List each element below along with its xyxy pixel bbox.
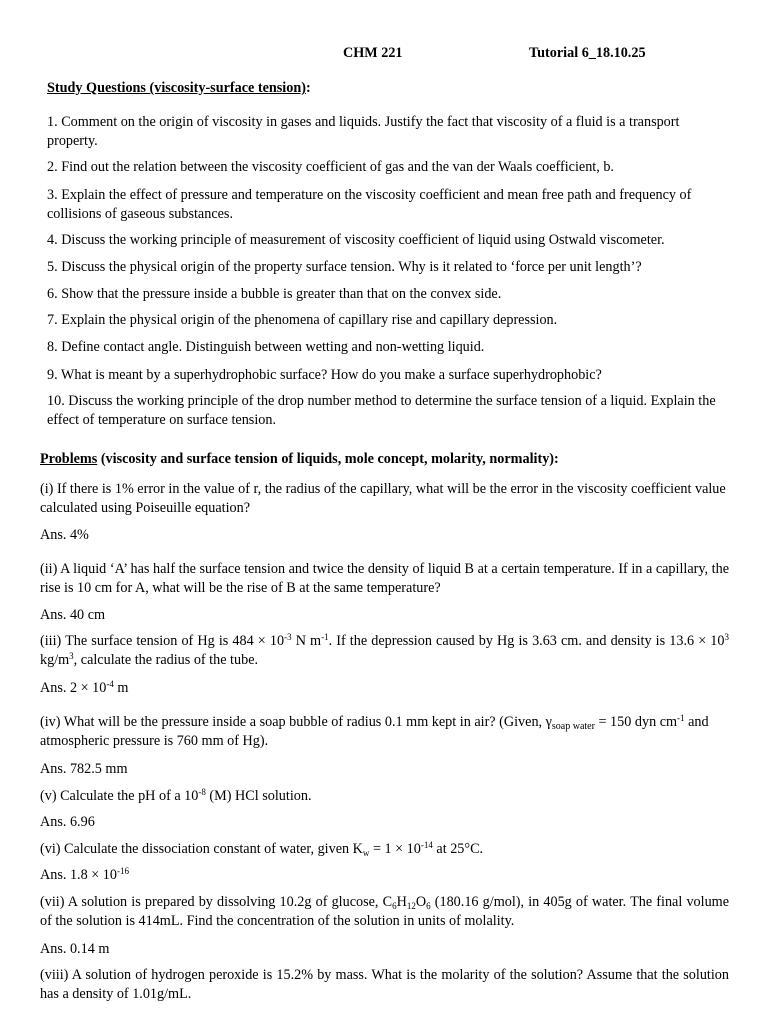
p6-text-3: at 25°C. xyxy=(432,841,484,857)
problem-4 xyxy=(40,713,729,751)
p3-text-1: (iii) The surface tension of Hg is 484 × 10 xyxy=(40,633,285,649)
a3-sup-1: -4 xyxy=(106,679,114,689)
answer-5: Ans. 6.96 xyxy=(40,814,95,830)
problem-2: (ii) A liquid ‘A’ has half the surface tension and twice the density of liquid B at a certain temperature. If in a capillary, the rise is 10 cm for A, what will be the rise of B at the same temperature? xyxy=(40,561,729,596)
p7-text-2: H xyxy=(396,894,407,910)
study-question-9: 9. What is meant by a superhydrophobic surface? How do you make a surface superhydrophobic? xyxy=(47,367,602,383)
p5-text-1: (v) Calculate the pH of a 10 xyxy=(40,788,199,804)
p5-text-2: (M) HCl solution. xyxy=(205,788,312,804)
p7-text-3: O xyxy=(415,894,427,910)
problem-8: (viii) A solution of hydrogen peroxide is 15.2% by mass. What is the molarity of the solution? Assume that the solution has a density of 1.01g/mL. xyxy=(40,967,729,1002)
study-question-8: 8. Define contact angle. Distinguish between wetting and non-wetting liquid. xyxy=(47,339,485,355)
problems-heading-text: Problems xyxy=(40,451,98,467)
problem-5 xyxy=(40,787,729,806)
p4-sub-1: soap water xyxy=(551,721,595,732)
answer-3 xyxy=(40,679,128,698)
study-question-7: 7. Explain the physical origin of the phenomena of capillary rise and capillary depression. xyxy=(47,312,558,328)
study-heading-colon: : xyxy=(305,80,311,96)
study-heading-text: Study Questions (viscosity-surface tension) xyxy=(47,80,306,96)
p6-text-2: = 1 × 10 xyxy=(369,841,421,857)
p3-sup-1: -3 xyxy=(284,632,292,642)
p3-sup-2: -1 xyxy=(321,632,329,642)
p4-text-2: = 150 dyn cm xyxy=(594,714,678,730)
study-question-10: 10. Discuss the working principle of the drop number method to determine the surface tension of a liquid. Explain the effect of temperature on surface tension. xyxy=(47,393,716,428)
tutorial-label: Tutorial 6_18.10.25 xyxy=(529,45,646,61)
answer-4: Ans. 782.5 mm xyxy=(40,761,128,777)
a6-text-1: Ans. 1.8 × 10 xyxy=(40,867,117,883)
p7-sub-1: 6 xyxy=(392,901,397,911)
answer-2: Ans. 40 cm xyxy=(40,607,106,623)
study-questions-heading xyxy=(47,80,311,97)
study-question-2: 2. Find out the relation between the viscosity coefficient of gas and the van der Waals coefficient, b. xyxy=(47,159,614,175)
a3-text-2: m xyxy=(113,680,129,696)
p4-sup-1: -1 xyxy=(677,713,685,723)
study-question-5: 5. Discuss the physical origin of the property surface tension. Why is it related to ‘force per unit length’? xyxy=(47,259,642,275)
a3-text-1: Ans. 2 × 10 xyxy=(40,680,107,696)
problem-3 xyxy=(40,632,729,670)
p3-text-5: , calculate the radius of the tube. xyxy=(73,652,259,668)
study-question-1: 1. Comment on the origin of viscosity in gases and liquids. Justify the fact that viscosity of a fluid is a transport property. xyxy=(47,114,680,149)
p6-sub-1: w xyxy=(362,848,370,858)
study-question-3: 3. Explain the effect of pressure and temperature on the viscosity coefficient and mean free path and frequency of collisions of gaseous substances. xyxy=(47,187,692,222)
answer-6 xyxy=(40,866,129,885)
study-question-4: 4. Discuss the working principle of measurement of viscosity coefficient of liquid using Ostwald viscometer. xyxy=(47,232,665,248)
p3-text-4: kg/m xyxy=(40,652,70,668)
p4-text-3: and atmospheric pressure is 760 mm of Hg). xyxy=(40,714,709,749)
p3-sup-3: 3 xyxy=(724,632,729,642)
p7-text-1: (vii) A solution is prepared by dissolving 10.2g of glucose, C xyxy=(40,894,393,910)
a6-sup-1: -16 xyxy=(116,866,129,876)
problem-6 xyxy=(40,840,729,859)
course-code: CHM 221 xyxy=(343,45,403,61)
p4-text-1: (iv) What will be the pressure inside a soap bubble of radius 0.1 mm kept in air? (Given, γ xyxy=(40,714,552,730)
p6-sup-1: -14 xyxy=(420,840,433,850)
problem-1: (i) If there is 1% error in the value of r, the radius of the capillary, what will be the error in the viscosity coefficient value calculated using Poiseuille equation? xyxy=(40,481,726,516)
problems-heading-tail: (viscosity and surface tension of liquids, mole concept, molarity, normality): xyxy=(97,451,559,467)
p7-text-4: (180.16 g/mol), in 405g of water. The final volume of the solution is 414mL. Find the concentration of the solution in units of molality. xyxy=(40,894,729,929)
p5-sup-1: -8 xyxy=(198,787,206,797)
problem-7 xyxy=(40,893,729,931)
p3-text-2: N m xyxy=(291,633,322,649)
problems-heading xyxy=(40,451,559,468)
p3-sup-4: 3 xyxy=(69,651,74,661)
answer-1: Ans. 4% xyxy=(40,527,89,543)
p7-sub-3: 6 xyxy=(426,901,431,911)
p7-sub-2: 12 xyxy=(406,901,416,911)
study-question-6: 6. Show that the pressure inside a bubble is greater than that on the convex side. xyxy=(47,286,502,302)
p6-text-1: (vi) Calculate the dissociation constant of water, given K xyxy=(40,841,363,857)
p3-text-3: . If the depression caused by Hg is 3.63 cm. and density is 13.6 × 10 xyxy=(328,633,725,649)
answer-7: Ans. 0.14 m xyxy=(40,941,110,957)
